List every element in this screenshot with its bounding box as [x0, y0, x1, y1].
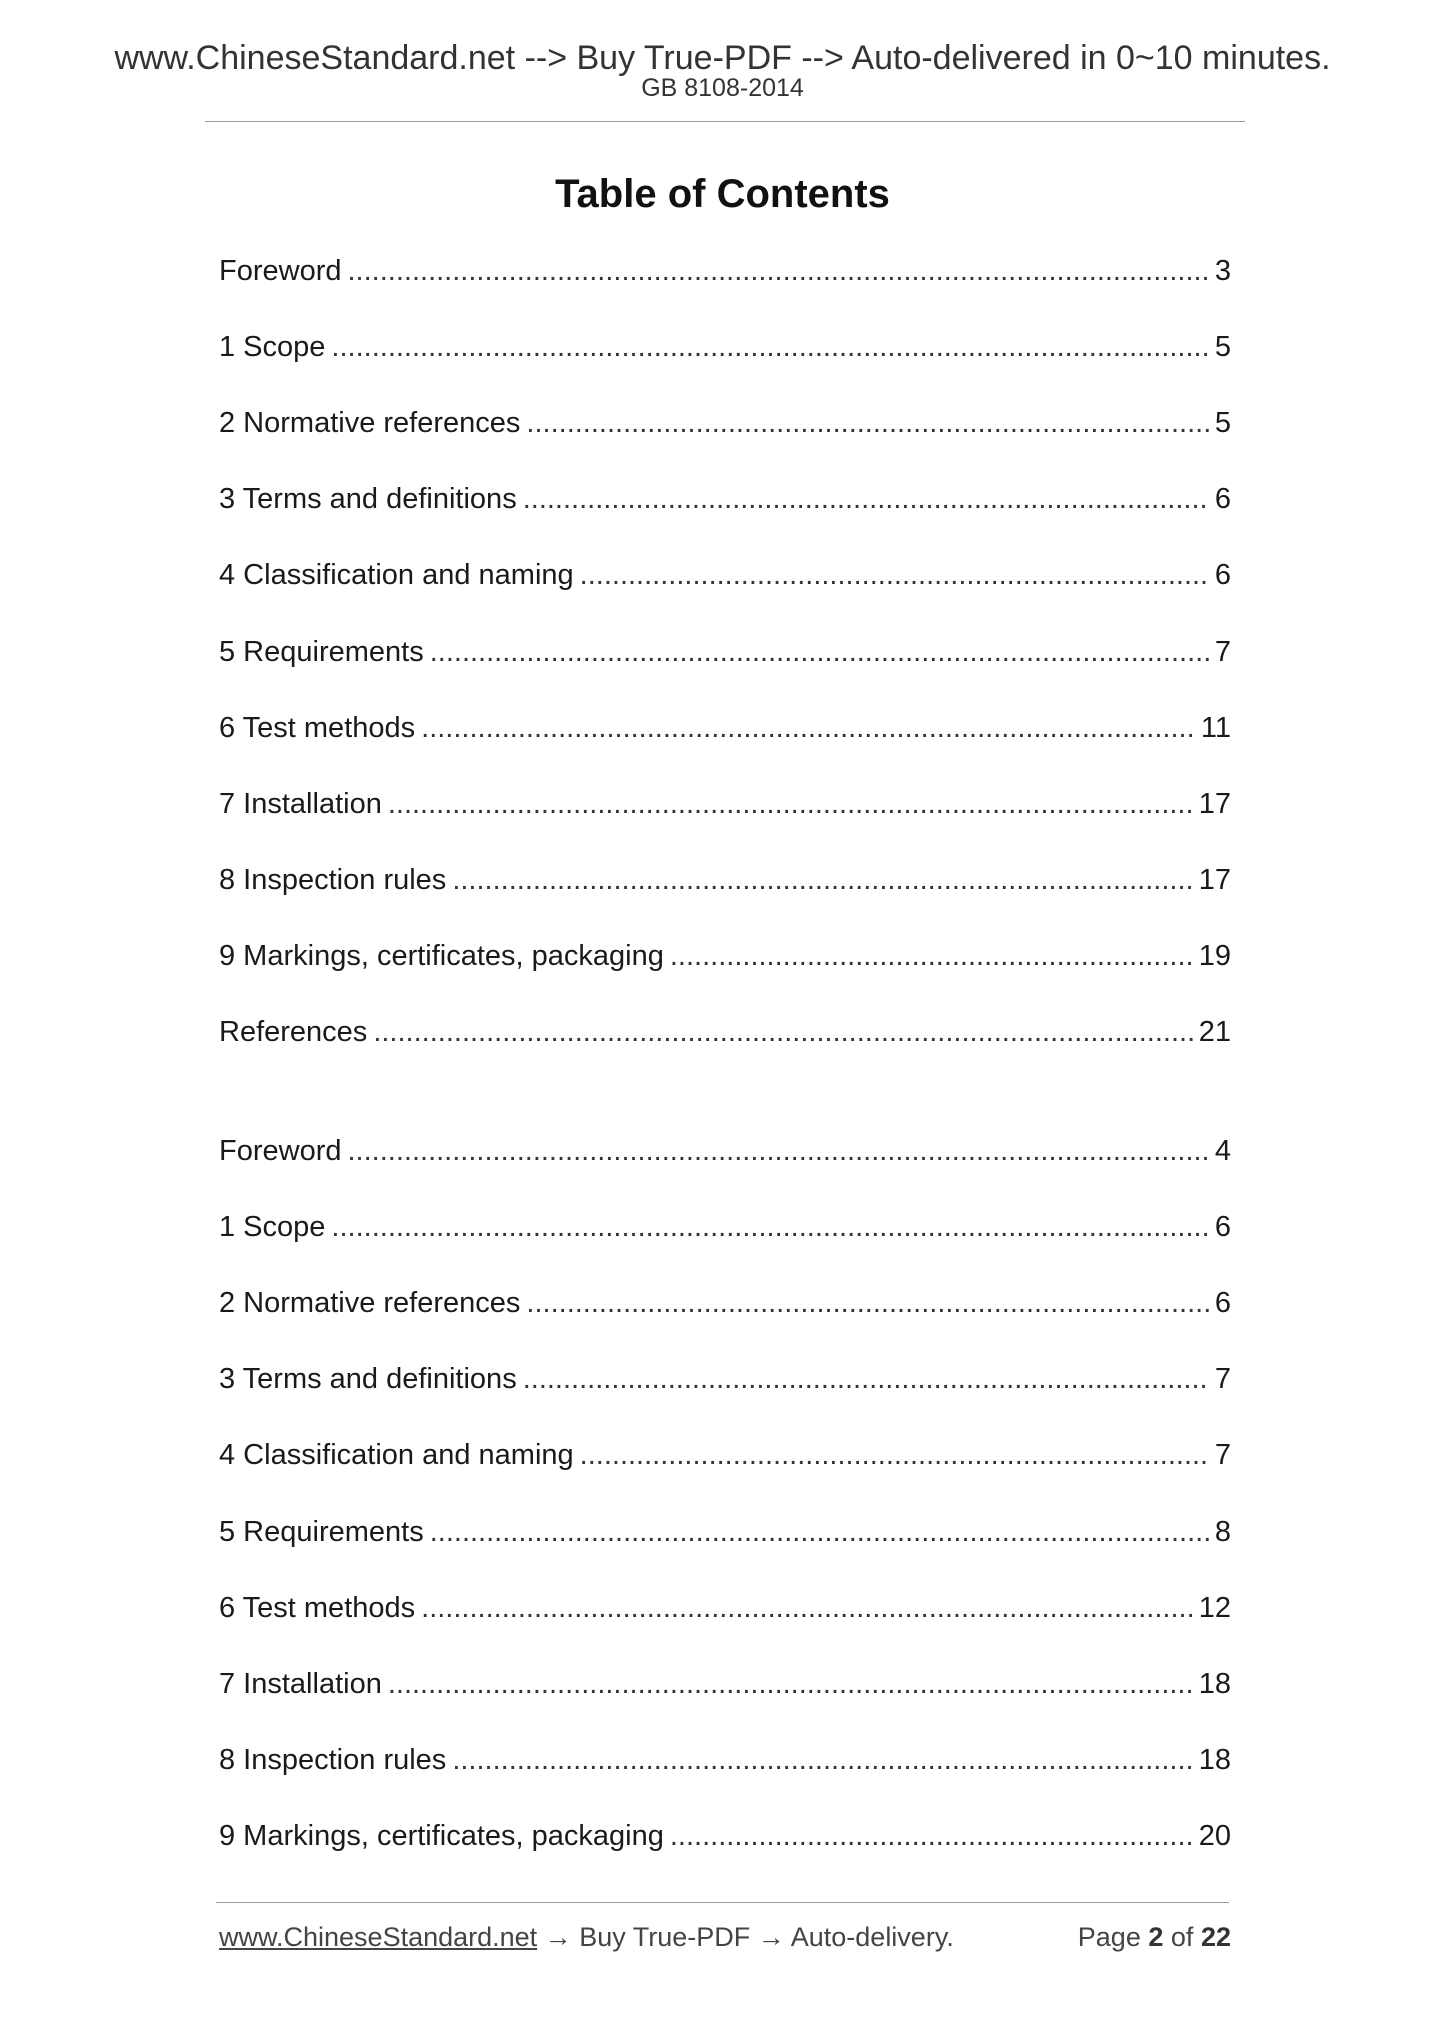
toc-entry[interactable]	[219, 1131, 1231, 1171]
toc-entry-label: Foreword	[219, 255, 342, 287]
toc-entry-label: 2 Normative references	[219, 1287, 521, 1320]
toc-leader-dots	[670, 936, 1193, 976]
toc-leader-dots	[452, 1740, 1192, 1780]
toc-entry[interactable]	[219, 1588, 1231, 1628]
toc-entry[interactable]	[219, 1359, 1231, 1399]
page-current: 2	[1148, 1922, 1164, 1952]
toc-entry-page: 19	[1198, 939, 1231, 972]
footer-tagline: → Buy True-PDF → Auto-delivery.	[537, 1922, 954, 1952]
toc-entry[interactable]	[219, 784, 1231, 824]
toc-entry-page: 18	[1198, 1667, 1231, 1700]
toc-entry-page: 17	[1198, 863, 1231, 896]
toc-entry-page: 3	[1214, 255, 1231, 287]
toc-entry-label: 3 Terms and definitions	[219, 483, 517, 516]
toc-entry[interactable]	[219, 479, 1231, 519]
toc-entry-page: 4	[1214, 1135, 1231, 1167]
footer	[219, 1917, 1231, 1957]
toc-entry-label: 1 Scope	[219, 1211, 326, 1244]
footer-site-link[interactable]: www.ChineseStandard.net	[219, 1922, 538, 1952]
toc-entry[interactable]	[219, 403, 1231, 443]
toc-leader-dots	[526, 1283, 1208, 1323]
toc-entry[interactable]	[219, 936, 1231, 976]
toc-entry[interactable]	[219, 251, 1231, 291]
toc-leader-dots	[430, 632, 1209, 672]
toc-leader-dots	[348, 1131, 1209, 1171]
toc-entry[interactable]	[219, 708, 1231, 748]
footer-left	[219, 1917, 954, 1957]
toc-entry-page: 11	[1200, 711, 1231, 744]
toc-entry-label: Foreword	[219, 1135, 342, 1167]
toc-leader-dots	[421, 708, 1195, 748]
toc-entry-page: 6	[1214, 483, 1231, 516]
toc-entry-label: 5 Requirements	[219, 1515, 424, 1548]
toc-entry[interactable]	[219, 327, 1231, 367]
toc-leader-dots	[421, 1588, 1193, 1628]
toc-entry[interactable]	[219, 1283, 1231, 1323]
toc-entry-page: 6	[1214, 1211, 1231, 1244]
toc-entry-page: 17	[1198, 787, 1231, 820]
toc-entry[interactable]	[219, 1816, 1231, 1856]
toc-entry-label: 2 Normative references	[219, 407, 521, 440]
toc-entry-page: 6	[1214, 1287, 1231, 1320]
toc-entry-page: 20	[1198, 1819, 1231, 1852]
page-indicator	[1078, 1917, 1231, 1957]
page-word: Page	[1077, 1922, 1141, 1952]
toc-leader-dots	[388, 1664, 1193, 1704]
toc-entry-label: 6 Test methods	[219, 711, 416, 744]
toc-entry-label: 7 Installation	[219, 787, 382, 820]
toc-entry-page: 18	[1198, 1743, 1231, 1776]
toc-leader-dots	[523, 479, 1209, 519]
toc-entry-page: 21	[1198, 1016, 1231, 1048]
toc-entry-label: 9 Markings, certificates, packaging	[219, 1819, 664, 1852]
toc-entry[interactable]	[219, 1435, 1231, 1475]
toc-entry-label: 4 Classification and naming	[219, 559, 574, 592]
toc-entry[interactable]	[219, 1740, 1231, 1780]
toc-entry-label: 3 Terms and definitions	[219, 1363, 517, 1396]
toc-entry[interactable]	[219, 1664, 1231, 1704]
page-title: Table of Contents	[555, 172, 890, 216]
toc-entry-label: 1 Scope	[219, 331, 326, 364]
toc-entry-label: 8 Inspection rules	[219, 1743, 447, 1776]
toc-entry-page: 5	[1214, 407, 1231, 440]
toc-entry-page: 6	[1214, 559, 1231, 592]
toc-entry[interactable]	[219, 632, 1231, 672]
toc-entry[interactable]	[219, 555, 1231, 595]
toc-leader-dots	[348, 251, 1209, 291]
toc-entry-label: 6 Test methods	[219, 1591, 416, 1624]
footer-divider	[216, 1902, 1229, 1903]
toc-entry-page: 12	[1198, 1591, 1231, 1624]
page-total: 22	[1200, 1922, 1231, 1952]
toc-entry[interactable]	[219, 1012, 1231, 1052]
toc-entry[interactable]	[219, 1512, 1231, 1552]
header-divider	[205, 121, 1245, 122]
toc-leader-dots	[526, 403, 1208, 443]
toc-entry-page: 7	[1214, 1439, 1231, 1472]
of-word: of	[1170, 1922, 1194, 1952]
toc-entry-page: 8	[1214, 1515, 1231, 1548]
toc-leader-dots	[331, 1207, 1208, 1247]
toc-leader-dots	[670, 1816, 1193, 1856]
toc-entry[interactable]	[219, 860, 1231, 900]
header-banner: www.ChineseStandard.net --> Buy True-PDF --> Auto-delivered in 0~10 minutes.	[114, 39, 1331, 77]
toc-leader-dots	[580, 555, 1209, 595]
toc-entry-label: 9 Markings, certificates, packaging	[219, 939, 664, 972]
toc-entry-label: 5 Requirements	[219, 635, 424, 668]
toc-entry-page: 7	[1214, 635, 1231, 668]
toc-leader-dots	[373, 1012, 1192, 1052]
toc-entry-label: References	[219, 1016, 368, 1048]
toc-leader-dots	[452, 860, 1192, 900]
toc-entry-label: 7 Installation	[219, 1667, 382, 1700]
toc-entry-page: 7	[1214, 1363, 1231, 1396]
toc-entry-label: 4 Classification and naming	[219, 1439, 574, 1472]
toc-leader-dots	[580, 1435, 1209, 1475]
document-id: GB 8108-2014	[641, 74, 804, 102]
toc-leader-dots	[331, 327, 1208, 367]
toc-leader-dots	[388, 784, 1193, 824]
toc-entry[interactable]	[219, 1207, 1231, 1247]
toc-leader-dots	[523, 1359, 1209, 1399]
toc-entry-label: 8 Inspection rules	[219, 863, 447, 896]
toc-entry-page: 5	[1214, 331, 1231, 364]
toc-leader-dots	[430, 1512, 1209, 1552]
